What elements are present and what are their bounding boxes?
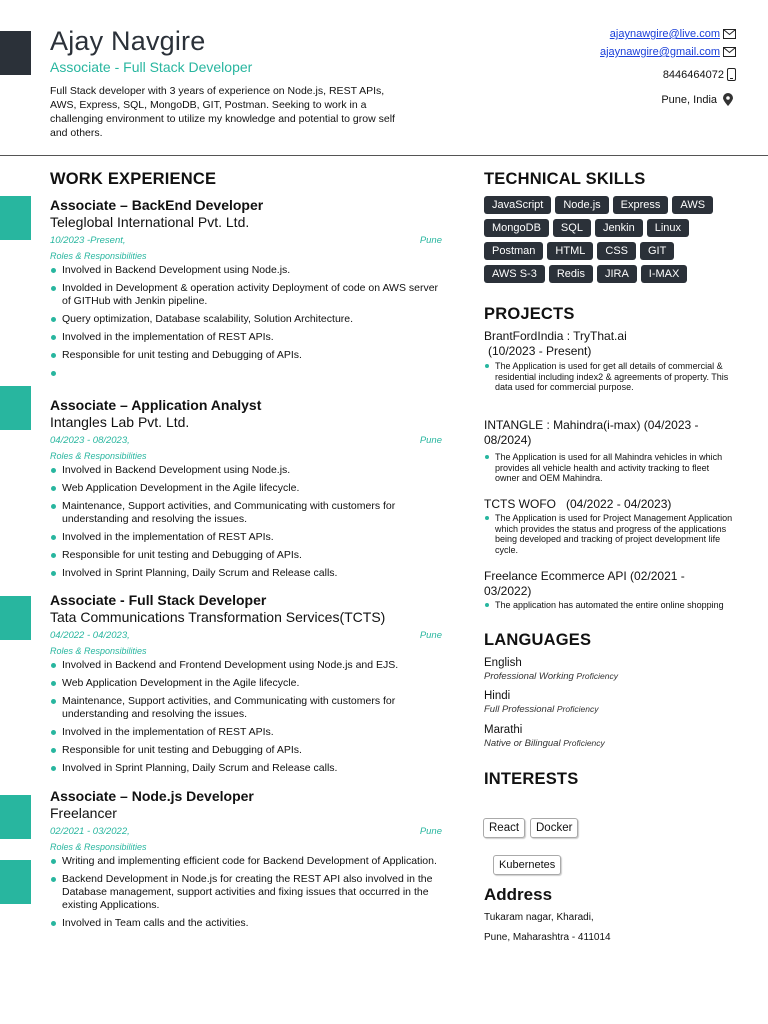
list-item: Writing and implementing efficient code for Backend Development of Application. xyxy=(50,855,442,868)
language-level-suffix: Proficiency xyxy=(563,738,605,748)
language-name: English xyxy=(484,657,522,669)
job-entry xyxy=(50,197,442,385)
technical-skills-heading: TECHNICAL SKILLS xyxy=(484,170,646,188)
skill-chip: MongoDB xyxy=(484,219,549,237)
job-location: Pune xyxy=(419,826,442,837)
skill-chip: I-MAX xyxy=(641,265,688,283)
contact-email-1 xyxy=(610,28,736,40)
project-title: INTANGLE : Mahindra(i-max) (04/2023 - 08/2024) xyxy=(484,418,699,447)
section-accent-bar xyxy=(0,860,31,904)
project-title: TCTS WOFO (04/2022 - 04/2023) xyxy=(484,497,672,511)
projects-heading: PROJECTS xyxy=(484,305,575,323)
job-title: Associate – Application Analyst xyxy=(50,397,262,413)
language-name: Marathi xyxy=(484,724,523,736)
interest-chip: React xyxy=(483,818,525,838)
language-level: Native or Bilingual xyxy=(484,738,561,749)
language-level: Full Professional xyxy=(484,704,555,715)
phone-number: 8446464072 xyxy=(662,68,724,81)
job-location: Pune xyxy=(419,630,442,641)
job-entry xyxy=(50,788,442,935)
language-level-suffix: Proficiency xyxy=(556,704,599,714)
list-item: Involved in the implementation of REST APIs. xyxy=(50,331,442,344)
header-accent-bar xyxy=(0,31,31,75)
skill-chip: SQL xyxy=(553,219,591,237)
list-item: Maintenance, Support activities, and Communicating with customers for understanding and resolving the issues. xyxy=(50,500,442,526)
skill-chip: Postman xyxy=(484,242,543,260)
email-link-2[interactable]: ajaynawgire@gmail.com xyxy=(600,46,720,58)
languages-heading: LANGUAGES xyxy=(484,631,592,649)
job-location: Pune xyxy=(419,235,442,246)
project-title: BrantFordIndia : TryThat.ai xyxy=(484,329,627,343)
location-pin-icon xyxy=(720,93,736,107)
list-item: Web Application Development in the Agile lifecycle. xyxy=(50,677,442,690)
section-accent-bar xyxy=(0,196,31,240)
skill-chip: JavaScript xyxy=(484,196,551,214)
skill-chip: Redis xyxy=(549,265,593,283)
phone-icon xyxy=(727,68,736,81)
project-entry xyxy=(484,418,734,484)
skill-chip: JIRA xyxy=(597,265,637,283)
language-entry xyxy=(484,657,618,682)
job-entry xyxy=(50,397,442,585)
work-experience-heading: WORK EXPERIENCE xyxy=(50,170,217,188)
list-item: Responsible for unit testing and Debugging of APIs. xyxy=(50,349,442,362)
address-line-1: Tukaram nagar, Kharadi, xyxy=(484,912,594,923)
project-entry xyxy=(484,497,734,555)
list-item: Responsible for unit testing and Debugging of APIs. xyxy=(50,744,442,757)
job-company: Tata Communications Transformation Services(TCTS) xyxy=(50,609,386,625)
project-description: The Application is used for Project Management Application which provides the status and progress of the applications being developed and tracking of project development life cycle. xyxy=(484,513,734,555)
job-responsibilities-label: Roles & Responsibilities xyxy=(50,451,147,461)
project-subtitle: (10/2023 - Present) xyxy=(488,344,592,358)
list-item: Involved in Sprint Planning, Daily Scrum and Release calls. xyxy=(50,567,442,580)
project-description: The Application is used for all Mahindra vehicles in which provides all vehicle health and activity tracking to fleet owner and OEM Mahindra. xyxy=(484,452,734,484)
list-item: Backend Development in Node.js for creating the REST API also involved in the Database management, support activities and fixing issues that occurred in the existing Applications. xyxy=(50,873,442,912)
job-dates: 10/2023 -Present, xyxy=(50,235,126,246)
language-level: Professional Working xyxy=(484,671,574,682)
list-item: Involded in Development & operation activity Deployment of code on AWS server of GITHub with Jenkin pipeline. xyxy=(50,282,442,308)
summary: Full Stack developer with 3 years of experience on Node.js, REST APIs, AWS, Express, SQL, MongoDB, GIT, Postman. Seeking to work in a challenging environment to utilize my knowledge and potential to grow self and others. xyxy=(50,85,395,139)
job-bullets xyxy=(50,464,442,580)
project-description: The application has automated the entire online shopping xyxy=(484,600,734,611)
job-title: Associate - Full Stack Developer xyxy=(50,592,267,608)
job-bullets xyxy=(50,264,442,380)
job-responsibilities-label: Roles & Responsibilities xyxy=(50,251,147,261)
language-level-suffix: Proficiency xyxy=(576,671,618,681)
language-entry xyxy=(484,724,605,749)
project-title: Freelance Ecommerce API (02/2021 - 03/2022) xyxy=(484,569,685,598)
contact-phone xyxy=(663,68,736,81)
header-divider xyxy=(0,155,768,156)
language-entry xyxy=(484,690,598,715)
interests-heading: INTERESTS xyxy=(484,770,579,788)
list-item: Involved in the implementation of REST APIs. xyxy=(50,726,442,739)
project-description: The Application is used for get all details of commercial & residential including index2 & agreements of property. This data used for commercial purpose. xyxy=(484,361,734,393)
job-company: Intangles Lab Pvt. Ltd. xyxy=(50,414,190,430)
list-item: Involved in Backend Development using Node.js. xyxy=(50,464,442,477)
skill-chip: CSS xyxy=(597,242,636,260)
section-accent-bar xyxy=(0,386,31,430)
language-name: Hindi xyxy=(484,690,511,702)
interest-chip: Docker xyxy=(530,818,578,838)
candidate-name: Ajay Navgire xyxy=(50,26,206,56)
location-text: Pune, India xyxy=(661,94,717,106)
section-accent-bar xyxy=(0,596,31,640)
project-entry xyxy=(484,329,734,393)
list-item: Maintenance, Support activities, and Communicating with customers for understanding and resolving the issues. xyxy=(50,695,442,721)
skill-chip: GIT xyxy=(640,242,674,260)
contact-location xyxy=(661,93,736,107)
skill-chip: AWS xyxy=(672,196,713,214)
candidate-role: Associate - Full Stack Developer xyxy=(50,59,253,75)
job-responsibilities-label: Roles & Responsibilities xyxy=(50,842,147,852)
job-title: Associate – Node.js Developer xyxy=(50,788,254,804)
address-line-2: Pune, Maharashtra - 411014 xyxy=(484,932,611,943)
job-company: Teleglobal International Pvt. Ltd. xyxy=(50,214,250,230)
job-dates: 04/2023 - 08/2023, xyxy=(50,435,130,446)
job-bullets xyxy=(50,855,442,930)
job-bullets xyxy=(50,659,442,775)
list-item xyxy=(50,367,442,380)
skill-chip: AWS S-3 xyxy=(484,265,545,283)
email-link-1[interactable]: ajaynawgire@live.com xyxy=(609,28,720,40)
job-entry xyxy=(50,592,442,780)
mail-icon xyxy=(723,47,736,57)
project-entry xyxy=(484,569,734,611)
job-location: Pune xyxy=(419,435,442,446)
skill-chip: Express xyxy=(613,196,669,214)
list-item: Involved in Team calls and the activities. xyxy=(50,917,442,930)
list-item: Involved in Backend Development using Node.js. xyxy=(50,264,442,277)
list-item: Query optimization, Database scalability, Solution Architecture. xyxy=(50,313,442,326)
job-dates: 02/2021 - 03/2022, xyxy=(50,826,130,837)
contact-email-2 xyxy=(600,46,736,58)
list-item: Web Application Development in the Agile lifecycle. xyxy=(50,482,442,495)
job-responsibilities-label: Roles & Responsibilities xyxy=(50,646,147,656)
job-dates: 04/2022 - 04/2023, xyxy=(50,630,130,641)
job-title: Associate – BackEnd Developer xyxy=(50,197,264,213)
skill-chip: Jenkin xyxy=(595,219,643,237)
interest-chip: Kubernetes xyxy=(493,855,561,875)
job-company: Freelancer xyxy=(50,805,117,821)
skill-chip: HTML xyxy=(547,242,593,260)
skill-chip: Linux xyxy=(647,219,689,237)
address-heading: Address xyxy=(484,885,553,904)
skills-chip-list xyxy=(484,196,734,283)
skill-chip: Node.js xyxy=(555,196,608,214)
list-item: Involved in the implementation of REST APIs. xyxy=(50,531,442,544)
list-item: Responsible for unit testing and Debugging of APIs. xyxy=(50,549,442,562)
section-accent-bar xyxy=(0,795,31,839)
mail-icon xyxy=(723,29,736,39)
list-item: Involved in Sprint Planning, Daily Scrum and Release calls. xyxy=(50,762,442,775)
list-item: Involved in Backend and Frontend Development using Node.js and EJS. xyxy=(50,659,442,672)
